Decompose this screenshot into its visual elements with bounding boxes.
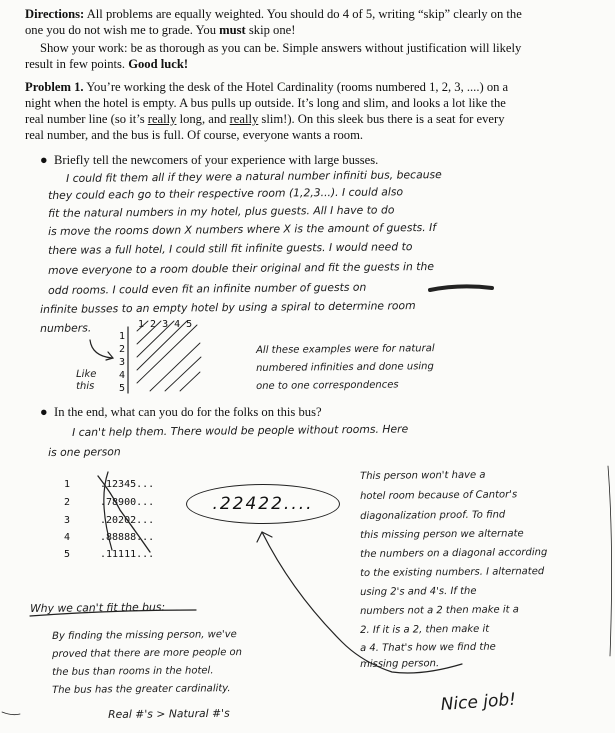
good-luck: Good luck!: [128, 57, 189, 71]
grid-row-5: 5: [119, 383, 126, 394]
diag-index-4: 4: [64, 532, 71, 543]
problem-text-3e: slim!). On this sleek bus there is a seat for every: [258, 112, 505, 126]
explanation-arrow: [262, 532, 462, 673]
q1-note-line-2: numbered infinities and done using: [256, 361, 434, 374]
directions-text-2c: skip one!: [245, 23, 296, 37]
diag-index-1: 1: [64, 479, 71, 490]
margin-line: [608, 466, 612, 656]
directions-text-1: All problems are equally weighted. You should do 4 of 5, writing “skip” clearly on the: [86, 7, 522, 21]
final-conclusion: Real #'s > Natural #'s: [108, 706, 230, 721]
diag-index-2: 2: [64, 497, 71, 508]
like-this-arrowhead: [106, 352, 113, 360]
problem-text-3c: long, and: [176, 112, 230, 126]
grader-comment: Nice job!: [440, 689, 517, 715]
explanation-line-8: numbers not a 2 then make it a: [360, 604, 519, 617]
problem-really-1: really: [147, 112, 177, 126]
why-title: Why we can't fit the bus:: [30, 600, 166, 615]
bullet-1: ●: [40, 153, 48, 167]
q1-note-line-3: one to one correspondences: [256, 379, 399, 392]
why-line-2: proved that there are more people on: [52, 647, 243, 660]
q1-answer-line-1: I could fit them all if they were a natural number infiniti bus, because: [66, 168, 442, 185]
why-line-3: the bus than rooms in the hotel.: [52, 665, 214, 678]
diag-index-3: 3: [64, 515, 71, 526]
grid-row-3: 3: [119, 357, 126, 368]
q1-answer-line-4: is move the rooms down X numbers where X is the amount of guests. If: [48, 220, 437, 238]
q1-answer-line-7: odd rooms. I could even fit an infinite number of guests on: [48, 280, 367, 297]
margin-scribble: [2, 712, 20, 715]
explanation-line-4: this missing person we alternate: [360, 528, 524, 541]
q2-answer-line-2: is one person: [48, 445, 121, 459]
question-1: Briefly tell the newcomers of your experience with large busses.: [54, 153, 379, 167]
directions-text-2a: one you do not wish me to grade. You: [25, 23, 220, 37]
explanation-line-7: using 2's and 4's. If the: [360, 585, 477, 598]
diag-left-bracket: [104, 472, 112, 550]
explanation-line-5: the numbers on a diagonal according: [360, 547, 548, 560]
like-this-1: Like: [76, 368, 97, 380]
why-underline: [30, 610, 196, 616]
q1-answer-line-2: they could each go to their respective room (1,2,3...). I could also: [48, 185, 404, 202]
q1-note-line-1: All these examples were for natural: [256, 343, 435, 356]
diag-index-5: 5: [64, 549, 71, 560]
like-this-2: this: [76, 380, 95, 392]
diag-row-4: .88888...: [100, 532, 155, 543]
directions-text-4a: result in few points.: [25, 57, 129, 71]
problem-text-3a: real number line (so it’s: [25, 112, 148, 126]
q1-answer-line-6: move everyone to a room double their original and fit the guests in the: [48, 259, 435, 277]
explanation-line-1: This person won't have a: [360, 469, 486, 482]
explanation-line-11: missing person.: [360, 658, 440, 670]
q1-answer-line-3: fit the natural numbers in my hotel, plus guests. All I have to do: [48, 203, 395, 220]
why-line-4: The bus has the greater cardinality.: [52, 683, 231, 696]
explanation-line-2: hotel room because of Cantor's: [360, 489, 518, 502]
diag-row-3: .20202...: [100, 515, 155, 526]
bullet-2: ●: [40, 405, 48, 419]
grid-row-1: 1: [119, 331, 126, 342]
problem-line-4: real number, and the bus is full. Of course, everyone wants a room.: [25, 128, 364, 142]
directions-label: Directions:: [25, 7, 85, 21]
directions-line-3: Show your work: be as thorough as you can be. Simple answers without justification will likely: [40, 41, 522, 55]
like-this-arrow: [90, 340, 112, 358]
grid-col-labels: 1 2 3 4 5: [138, 319, 193, 330]
problem-really-2: really: [229, 112, 259, 126]
missing-number: .22422....: [212, 494, 314, 514]
explanation-line-6: to the existing numbers. I alternated: [360, 566, 545, 579]
question-2: In the end, what can you do for the folks on this bus?: [54, 405, 322, 419]
grid-row-2: 2: [119, 344, 126, 355]
diag-row-5: .11111...: [100, 549, 155, 560]
problem-line-2: night when the hotel is empty. A bus pulls up outside. It’s long and slim, and looks a lot like the: [25, 96, 506, 110]
directions-must: must: [219, 23, 246, 37]
q1-answer-line-8: infinite busses to an empty hotel by using a spiral to determine room: [40, 299, 416, 316]
strikeout-mark: [430, 286, 492, 290]
problem-text-1: You’re working the desk of the Hotel Cardinality (rooms numbered 1, 2, 3, ....) on a: [83, 80, 509, 94]
explanation-line-3: diagonalization proof. To find: [360, 509, 506, 522]
explanation-line-9: 2. If it is a 2, then make it: [360, 623, 490, 636]
why-line-1: By finding the missing person, we've: [52, 629, 237, 642]
diagonal-circle-path: [98, 476, 150, 552]
diag-row-2: .78900...: [100, 497, 155, 508]
q1-answer-line-9: numbers.: [40, 321, 92, 335]
q2-answer-line-1: I can't help them. There would be people without rooms. Here: [72, 422, 409, 439]
q1-answer-line-5: there was a full hotel, I could still fit infinite guests. I would need to: [48, 240, 413, 257]
problem-label: Problem 1.: [25, 80, 84, 94]
diag-row-1: .12345...: [100, 479, 155, 490]
spiral-diagonals: [137, 321, 201, 391]
explanation-line-10: a 4. That's how we find the: [360, 641, 496, 654]
grid-row-4: 4: [119, 370, 126, 381]
